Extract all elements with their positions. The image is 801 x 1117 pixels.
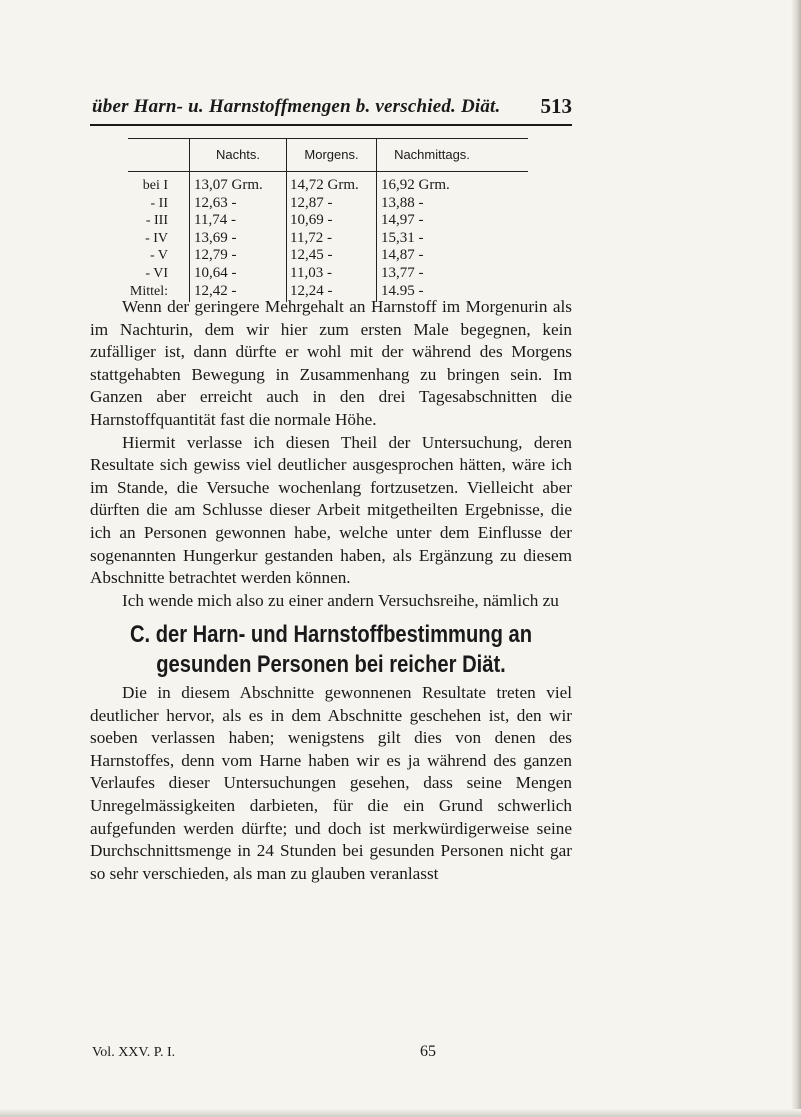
table-cell: 13,07 Grm. (194, 177, 263, 193)
row-label: - II (150, 195, 168, 211)
column-header: Nachmittags. (394, 147, 470, 162)
table-header-rule (128, 171, 528, 172)
data-table (128, 138, 528, 302)
table-top-rule-left (128, 138, 188, 139)
paragraph: Ich wende mich also zu einer andern Versuchsreihe, nämlich zu (122, 590, 559, 610)
table-cell: 11,74 - (194, 212, 236, 229)
running-header (92, 94, 572, 124)
table-cell: 16,92 Grm. (381, 177, 450, 193)
table-cell: 13,88 - (381, 194, 424, 211)
table-column-rule-1 (189, 138, 190, 302)
table-cell: 14,72 Grm. (290, 177, 359, 193)
table-cell: 10,69 - (290, 212, 333, 229)
row-label: bei I (142, 178, 168, 193)
row-label: - VI (145, 266, 168, 281)
body-text-upper (90, 296, 572, 612)
row-label: Mittel: (129, 283, 168, 299)
table-cell: 12,87 - (290, 194, 333, 211)
page-bottom-edge (0, 1109, 801, 1117)
table-cell: 15,31 - (381, 229, 424, 246)
running-title: über Harn- u. Harnstoffmengen b. verschied. Diät. (92, 96, 501, 117)
table-cell: 12,63 - (194, 194, 237, 211)
column-header: Nachts. (215, 147, 261, 162)
row-label: - III (145, 213, 168, 229)
volume-line: Vol. XXV. P. I. (92, 1045, 176, 1060)
table-cell: 14,87 - (381, 247, 424, 264)
header-rule (90, 124, 572, 126)
table-cell: 14.95 - (381, 282, 424, 299)
table-top-rule (188, 138, 528, 139)
row-label: - IV (145, 230, 168, 246)
signature-mark: 65 (420, 1043, 436, 1060)
paragraph: Die in diesem Abschnitte gewonnenen Resultate treten viel deutlicher hervor, als es in dem Abschnitte geschehen ist, den wir soeben verlassen haben; wenigstens gilt dies von denen des Harnstoffes, denn vom Harne haben wir es ja während des ganzen Verlaufes dieser Untersuchungen gesehen, dass seine Mengen Unregelmässigkeiten darbieten, für die ein Grund schwerlich aufgefunden werden dürfte; und doch ist merkwürdigerweise seine Durchschnittsmenge in 24 Stunden bei gesunden Personen nicht gar so sehr verschieden, als man zu glauben veranlasst (90, 683, 572, 883)
table-cell: 12,24 - (290, 282, 333, 299)
table-cell: 12,42 - (194, 282, 237, 299)
section-title: C. der Harn- und Harnstoffbestimmung an gesunden Personen bei reicher Diät. (129, 621, 533, 678)
table-column-rule-3 (376, 138, 377, 302)
table-cell: 11,72 - (290, 229, 332, 246)
page-footer (92, 1045, 572, 1065)
row-label: - V (149, 248, 168, 264)
paragraph: Hiermit verlasse ich diesen Theil der Untersuchung, deren Resultate sich gewiss viel deutlicher ausgesprochen hätten, wäre ich im Stande, die Versuche wochenlang fortzusetzen. Vielleicht aber dürften die am Schlusse dieser Arbeit mitgetheilten Ergebnisse, die ich an Personen gewonnen habe, welche unter dem Einflusse der sogenannten Hungerkur gestanden haben, als Ergänzung zu diesem Abschnitte betrachtet werden können. (90, 432, 572, 588)
page-edge (791, 0, 801, 1117)
body-text-lower (90, 682, 572, 885)
column-header: Morgens. (304, 147, 359, 162)
table-cell: 14,97 - (381, 212, 424, 229)
table-cell: 10,64 - (194, 265, 237, 281)
table-cell: 11,03 - (290, 265, 332, 281)
page-number: 513 (540, 94, 572, 118)
table-cell: 12,79 - (194, 247, 237, 264)
table-cell: 13,77 - (381, 265, 424, 281)
table-cell: 13,69 - (194, 229, 237, 246)
table-cell: 12,45 - (290, 247, 333, 264)
table-column-rule-2 (286, 138, 287, 302)
paragraph: Wenn der geringere Mehrgehalt an Harnstoff im Morgenurin als im Nachturin, dem wir hier zum ersten Male begegnen, kein zufälliger ist, dann dürfte er wohl mit der während des Morgens stattgehabten Bewegung in Zusammenhang zu bringen sein. Im Ganzen aber erreicht auch in den drei Tagesabschnitten die Harnstoffquantität fast die normale Höhe. (90, 297, 572, 429)
